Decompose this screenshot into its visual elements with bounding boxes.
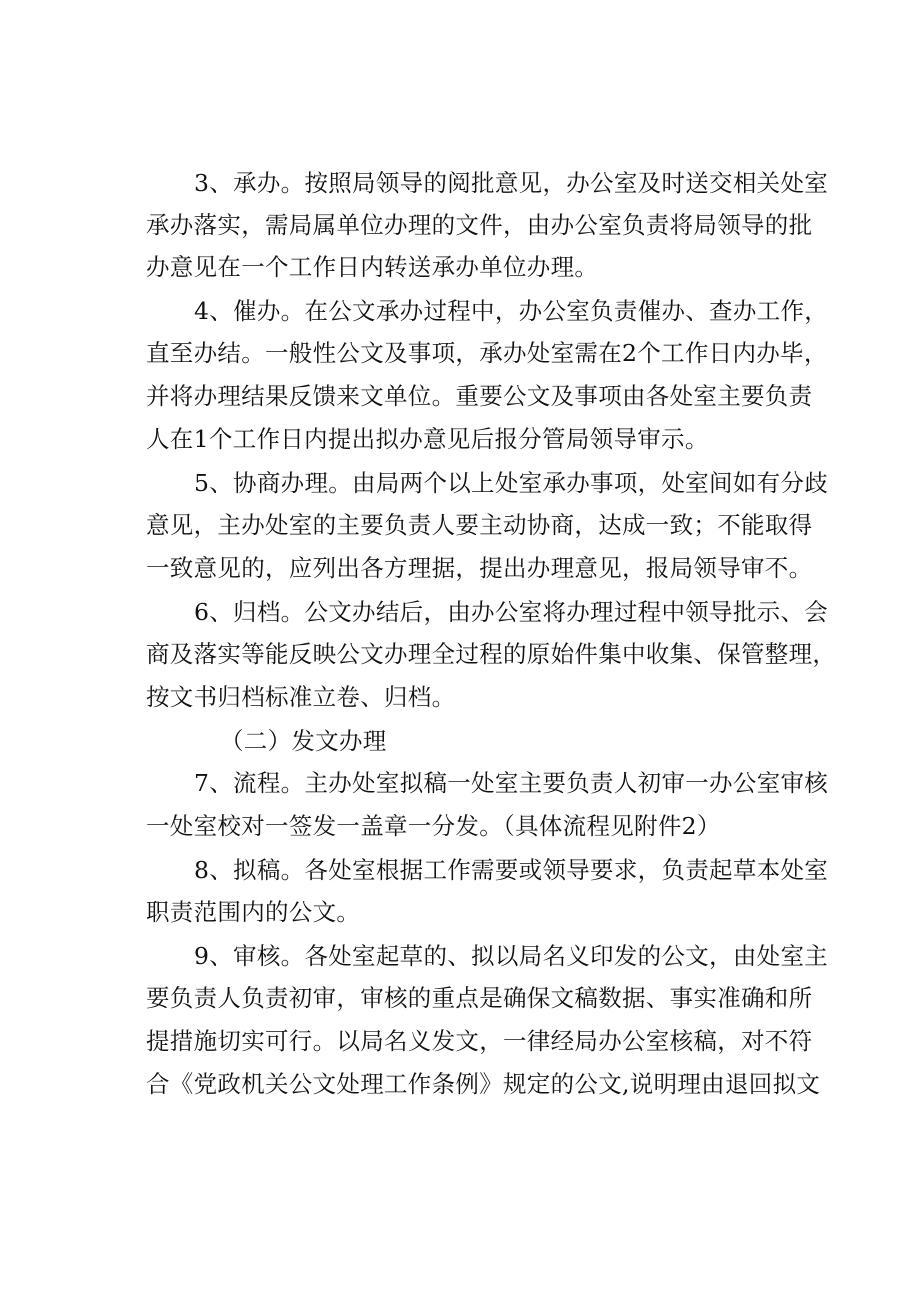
paragraph-3-line-1: 3、承办。按照局领导的阅批意见，办公室及时送交相关处室 [194,169,829,197]
paragraph-9-line-3: 提措施切实可行。以局名义发文，一律经局办公室核稿，对不符 [146,1027,813,1055]
paragraph-5-line-2: 意见，主办处室的主要负责人要主动协商，达成一致；不能取得 [146,511,813,539]
paragraph-4-line-3: 并将办理结果反馈来文单位。重要公文及事项由各处室主要负责 [146,382,813,410]
paragraph-7-line-2: 一处室校对一签发一盖章一分发。（具体流程见附件2） [146,812,721,840]
section-heading-outgoing-documents: （二）发文办理 [220,727,387,755]
paragraph-9-line-1: 9、审核。各处室起草的、拟以局名义印发的公文，由处室主 [194,942,829,970]
paragraph-4-line-4: 人在1个工作日内提出拟办意见后报分管局领导审示。 [146,425,709,453]
paragraph-5-line-3: 一致意见的，应列出各方理据，提出办理意见，报局领导审不。 [146,554,813,582]
paragraph-6-line-2: 商及落实等能反映公文办理全过程的原始件集中收集、保管整理， [146,640,837,668]
paragraph-7-line-1: 7、流程。主办处室拟稿一处室主要负责人初审一办公室审核 [194,769,829,797]
paragraph-3-line-3: 办意见在一个工作日内转送承办单位办理。 [146,253,599,281]
paragraph-5-line-1: 5、协商办理。由局两个以上处室承办事项，处室间如有分歧 [194,469,829,497]
paragraph-3-line-2: 承办落实，需局属单位办理的文件，由办公室负责将局领导的批 [146,211,813,239]
paragraph-4-line-2: 直至办结。一般性公文及事项，承办处室需在2个工作日内办毕， [146,339,828,367]
paragraph-9-line-2: 要负责人负责初审，审核的重点是确保文稿数据、事实准确和所 [146,984,813,1012]
paragraph-8-line-1: 8、拟稿。各处室根据工作需要或领导要求，负责起草本处室 [194,856,829,884]
paragraph-4-line-1: 4、催办。在公文承办过程中，办公室负责催办、查办工作， [194,297,829,325]
paragraph-8-line-2: 职责范围内的公文。 [146,898,361,926]
paragraph-9-line-4: 合《党政机关公文处理工作条例》规定的公文,说明理由退回拟文 [146,1070,821,1098]
paragraph-6-line-1: 6、归档。公文办结后，由办公室将办理过程中领导批示、会 [194,598,829,626]
paragraph-6-line-3: 按文书归档标准立卷、归档。 [146,683,456,711]
